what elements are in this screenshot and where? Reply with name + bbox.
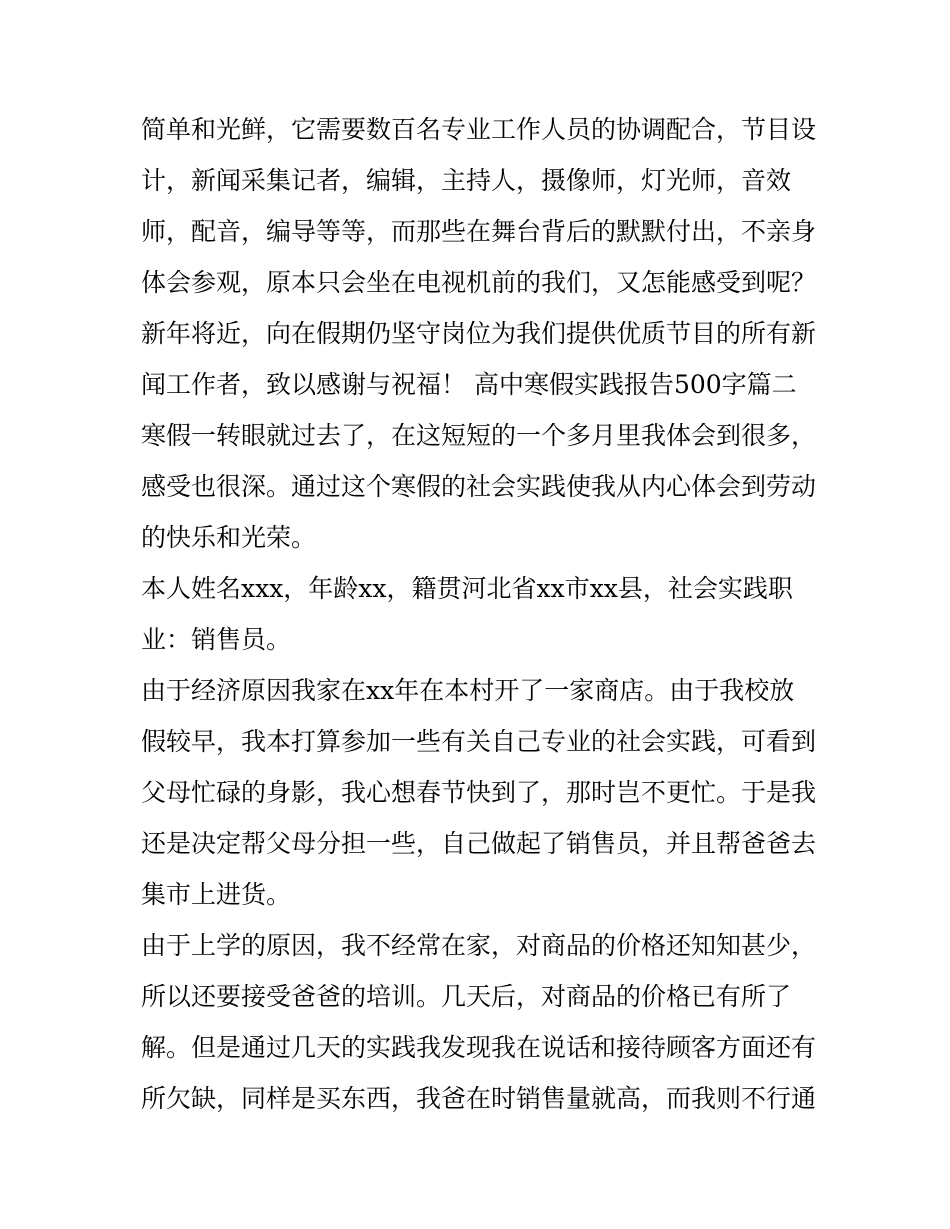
text-line: 简单和光鲜，它需要数百名专业工作人员的协调配合，节目设 — [141, 115, 817, 144]
text-line: 集市上进货。 — [141, 880, 292, 909]
text-line: 假较早，我本打算参加一些有关自己专业的社会实践，可看到 — [141, 727, 817, 756]
text-line: 闻工作者，致以感谢与祝福！ 高中寒假实践报告500字篇二 — [141, 370, 797, 399]
text-line: 的快乐和光荣。 — [141, 523, 317, 552]
text-line: 计，新闻采集记者，编辑，主持人，摄像师，灯光师，音效 — [141, 166, 792, 195]
text-line: 寒假一转眼就过去了，在这短短的一个多月里我体会到很多， — [141, 421, 817, 450]
text-line: 感受也很深。通过这个寒假的社会实践使我从内心体会到劳动 — [141, 472, 817, 501]
text-line: 师，配音，编导等等，而那些在舞台背后的默默付出，不亲身 — [141, 217, 817, 246]
text-line: 由于上学的原因，我不经常在家，对商品的价格还知知甚少， — [141, 931, 817, 960]
text-line: 新年将近，向在假期仍坚守岗位为我们提供优质节目的所有新 — [141, 319, 817, 348]
text-line: 父母忙碌的身影，我心想春节快到了，那时岂不更忙。于是我 — [141, 778, 817, 807]
text-line: 所欠缺，同样是买东西，我爸在时销售量就高，而我则不行通 — [141, 1084, 817, 1113]
document-body — [141, 104, 821, 1124]
text-line: 本人姓名xxx，年龄xx，籍贯河北省xx市xx县，社会实践职 — [141, 574, 793, 603]
text-line: 所以还要接受爸爸的培训。几天后，对商品的价格已有所了 — [141, 982, 792, 1011]
text-line: 解。但是通过几天的实践我发现我在说话和接待顾客方面还有 — [141, 1033, 817, 1062]
text-line: 业：销售员。 — [141, 625, 292, 654]
text-line: 体会参观，原本只会坐在电视机前的我们，又怎能感受到呢？ — [141, 268, 817, 297]
text-line: 还是决定帮父母分担一些，自己做起了销售员，并且帮爸爸去 — [141, 829, 817, 858]
text-line: 由于经济原因我家在xx年在本村开了一家商店。由于我校放 — [141, 676, 795, 705]
